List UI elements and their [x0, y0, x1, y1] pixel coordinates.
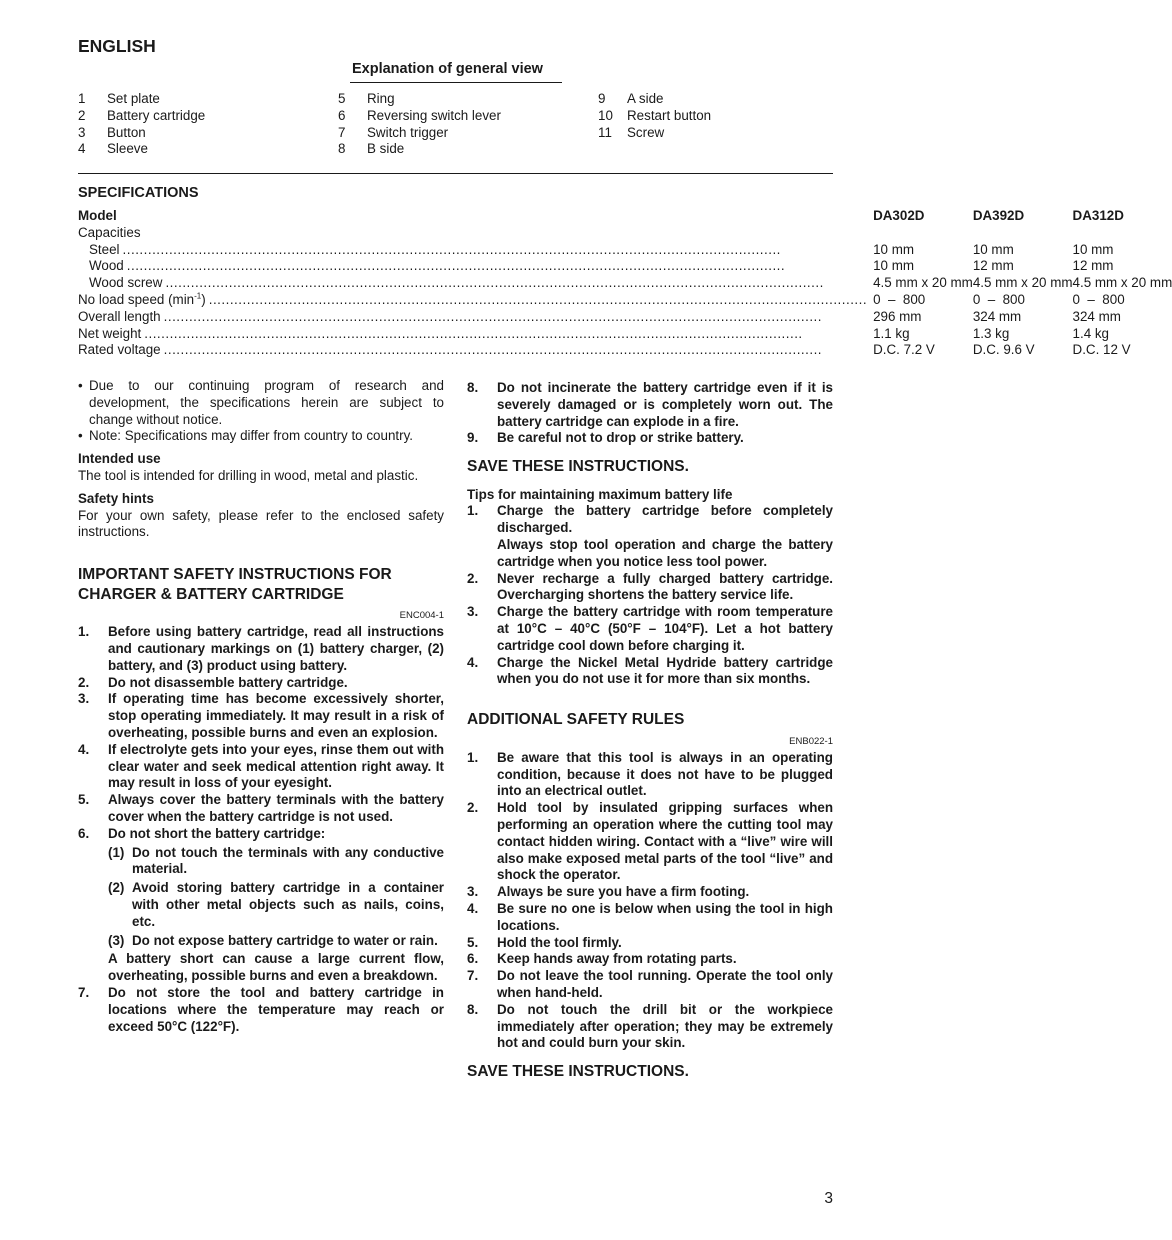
battery-tips-heading: Tips for maintaining maximum battery life: [467, 486, 733, 502]
spec-value: 12 mm: [1072, 258, 1114, 274]
tip-item: 3. Charge the battery cartridge with room temperature at 10°C – 40°C (50°F – 104°F). Let a hot battery cartridge cool down before charging it.: [467, 604, 833, 653]
section-code: ENB022-1: [789, 735, 833, 747]
capacities-label: Capacities: [78, 224, 141, 240]
instruction-sub-item: (2) Avoid storing battery cartridge in a container with other metal objects such as nails, coins, etc.: [108, 880, 444, 929]
right-column: [467, 380, 833, 1082]
legend-item: 4 Sleeve: [78, 141, 148, 157]
legend-item: 11 Screw: [598, 124, 665, 140]
spec-value: 0 – 800: [873, 291, 926, 307]
safety-rule-item: 5. Hold the tool firmly.: [467, 934, 622, 950]
spec-value: 324 mm: [1072, 308, 1121, 324]
safety-hints-text: For your own safety, please refer to the enclosed safety instructions.: [78, 507, 444, 540]
save-instructions-heading: SAVE THESE INSTRUCTIONS.: [467, 1063, 689, 1081]
safety-hints-heading: Safety hints: [78, 490, 154, 506]
spec-row: [78, 342, 1172, 359]
spec-row: [78, 326, 1172, 343]
instruction-item: 5. Always cover the battery terminals with the battery cover when the battery cartridge is not used.: [78, 792, 444, 824]
spec-row: [78, 309, 1172, 326]
model-name: DA312D: [1072, 208, 1124, 223]
additional-safety-heading: ADDITIONAL SAFETY RULES: [467, 711, 685, 729]
spec-value: 0 – 800: [972, 291, 1025, 307]
tip-item: 4. Charge the Nickel Metal Hydride battery cartridge when you do not use it for more than six months.: [467, 654, 833, 687]
spec-value: D.C. 12 V: [1072, 342, 1131, 358]
spec-label: Net weight: [78, 325, 142, 341]
instruction-item: 2. Do not disassemble battery cartridge.: [78, 674, 348, 690]
spec-row: [78, 292, 1172, 309]
safety-rule-item: 7. Do not leave the tool running. Operate the tool only when hand-held.: [467, 968, 833, 1000]
spec-row: [78, 242, 1172, 259]
spec-value: 10 mm: [972, 241, 1014, 257]
spec-value: D.C. 7.2 V: [873, 342, 935, 358]
tip-item: 2. Never recharge a fully charged battery cartridge. Overcharging shortens the battery service life.: [467, 570, 833, 603]
spec-row: [78, 225, 1172, 242]
intended-use-text: The tool is intended for drilling in wood, metal and plastic.: [78, 467, 419, 483]
safety-rule-item: 8. Do not touch the drill bit or the workpiece immediately after operation; they may be extremely hot and could burn your skin.: [467, 1001, 833, 1051]
note-bullet: • Due to our continuing program of research and development, the specifications herein are subject to change without notice.: [78, 378, 444, 427]
legend-item: 6 Reversing switch lever: [338, 107, 501, 123]
instruction-item: 8. Do not incinerate the battery cartridge even if it is severely damaged or is completely worn out. The battery cartridge can explode in a fire.: [467, 380, 833, 429]
spec-row: [78, 275, 1172, 292]
tip-item: 1. Charge the battery cartridge before completely discharged. Always stop tool operation and charge the battery cartridge when you notice less tool power.: [467, 503, 833, 569]
legend-item: 2 Battery cartridge: [78, 107, 206, 123]
spec-label: No load speed $(\min^{-1})$: [78, 291, 206, 307]
general-view-column-3: [598, 91, 711, 141]
spec-header-row: [78, 208, 1172, 225]
legend-item: 8 B side: [338, 141, 405, 157]
spec-label: Wood: [89, 258, 124, 274]
model-name: DA392D: [972, 208, 1025, 223]
left-column: [78, 378, 444, 1035]
legend-item: 10 Restart button: [598, 107, 712, 123]
instruction-item: 1. Before using battery cartridge, read all instructions and cautionary markings on (1) battery charger, (2) battery, and (3) product using battery.: [78, 624, 444, 673]
section-code: ENC004-1: [399, 610, 444, 622]
spec-value: 4.5 mm x 20 mm: [873, 275, 973, 291]
safety-rule-item: 1. Be aware that this tool is always in an operating condition, because it does not have to be plugged into an electrical outlet.: [467, 749, 833, 799]
important-safety-heading: IMPORTANT SAFETY INSTRUCTIONS FOR CHARGER & BATTERY CARTRIDGE: [78, 566, 392, 603]
section-divider: [78, 173, 833, 174]
model-label: Model: [78, 208, 117, 223]
spec-value: 296 mm: [873, 308, 922, 324]
legend-item: 1 Set plate: [78, 91, 160, 106]
spec-label: Rated voltage: [78, 342, 161, 358]
short-circuit-warning: A battery short can cause a large current flow, overheating, possible burns and even a breakdown.: [108, 951, 444, 984]
spec-value: 4.5 mm x 20 mm: [1072, 275, 1172, 291]
instruction-sub-item: (1) Do not touch the terminals with any conductive material.: [108, 844, 444, 877]
general-view-column-2: [338, 91, 501, 158]
instruction-item: 3. If operating time has become excessively shorter, stop operating immediately. It may result in a risk of overheating, possible burns and even an explosion.: [78, 691, 444, 740]
spec-label: Wood screw: [89, 275, 163, 291]
page-number: 3: [824, 1190, 833, 1207]
save-instructions-heading: SAVE THESE INSTRUCTIONS.: [467, 458, 689, 476]
legend-item: 9 A side: [598, 91, 664, 106]
spec-value: 10 mm: [1072, 241, 1114, 257]
spec-value: 324 mm: [972, 308, 1022, 324]
general-view-title: Explanation of general view: [352, 61, 543, 77]
intended-use-heading: Intended use: [78, 451, 161, 467]
spec-value: 0 – 800: [1072, 291, 1125, 307]
legend-item: 3 Button: [78, 124, 146, 140]
title-underline: [350, 82, 562, 83]
instruction-item: 4. If electrolyte gets into your eyes, rinse them out with clear water and seek medical attention right away. It may result in loss of your eyesight.: [78, 741, 444, 791]
spec-label: Steel: [89, 241, 120, 257]
safety-rule-item: 6. Keep hands away from rotating parts.: [467, 951, 737, 967]
spec-value: 10 mm: [873, 258, 915, 274]
specifications-title: SPECIFICATIONS: [78, 185, 199, 201]
legend-item: 7 Switch trigger: [338, 124, 449, 140]
general-view-column-1: [78, 91, 205, 158]
model-name: DA302D: [873, 208, 925, 223]
spec-row: [78, 258, 1172, 275]
spec-value: D.C. 9.6 V: [972, 342, 1035, 358]
spec-value: 1.4 kg: [1072, 325, 1110, 341]
instruction-sub-item: (3) Do not expose battery cartridge to water or rain.: [108, 932, 438, 948]
safety-rule-item: 3. Always be sure you have a firm footing.: [467, 884, 750, 900]
spec-label: Overall length: [78, 308, 161, 324]
spec-value: 1.3 kg: [972, 325, 1010, 341]
note-bullet: • Note: Specifications may differ from country to country.: [78, 428, 413, 444]
instruction-item: 6. Do not short the battery cartridge:: [78, 825, 326, 841]
spec-value: 10 mm: [873, 241, 915, 257]
spec-value: 12 mm: [972, 258, 1014, 274]
instruction-item: 7. Do not store the tool and battery cartridge in locations where the temperature may reach or exceed 50°C (122°F).: [78, 984, 444, 1034]
specifications-table: [78, 208, 1172, 359]
spec-value: 4.5 mm x 20 mm: [972, 275, 1073, 291]
instruction-item: 9. Be careful not to drop or strike battery.: [467, 430, 744, 446]
safety-rule-item: 4. Be sure no one is below when using the tool in high locations.: [467, 900, 833, 933]
legend-item: 5 Ring: [338, 91, 395, 106]
language-heading: ENGLISH: [78, 36, 156, 56]
safety-rule-item: 2. Hold tool by insulated gripping surfaces when performing an operation where the cutting tool may contact hidden wiring. Contact with a “live” wire will also make exposed metal parts of the tool “live” and shock the operator.: [467, 800, 833, 883]
spec-value: 1.1 kg: [873, 325, 910, 341]
